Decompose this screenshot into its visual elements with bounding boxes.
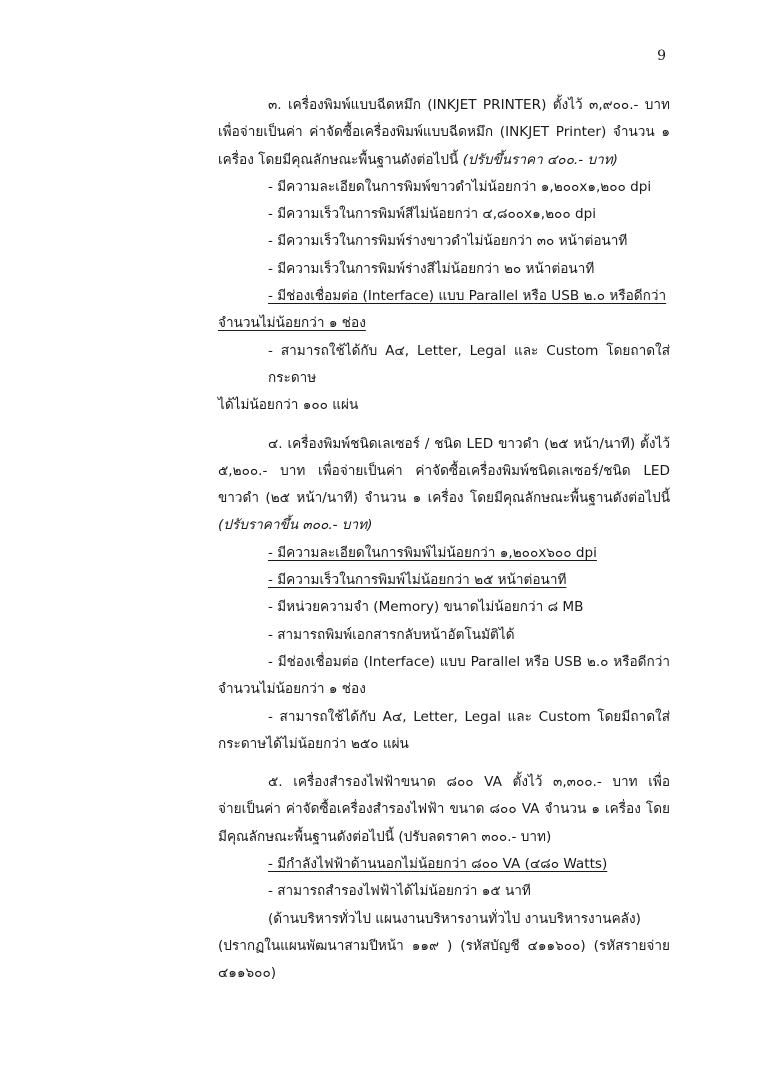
spec-item: - มีหน่วยความจำ (Memory) ขนาดไม่น้อยกว่า ๘ MB (268, 599, 584, 616)
item-3-heading-line: ๓. เครื่องพิมพ์แบบฉีดหมึก (INKJET PRINTER) ตั้งไว้ ๓,๙๐๐.- บาท (268, 97, 670, 113)
spec-item: - มีความเร็วในการพิมพ์ร่างขาวดำไม่น้อยกว่า ๓๐ หน้าต่อนาที (268, 233, 628, 250)
item-5-text-line: จ่ายเป็นค่า ค่าจัดซื้อเครื่องสำรองไฟฟ้า ขนาด ๘๐๐ VA จำนวน ๑ เครื่อง โดย (218, 801, 670, 818)
spec-item: - สามารถพิมพ์เอกสารกลับหน้าอัตโนมัติได้ (268, 626, 515, 643)
item-4-heading-line: ๔. เครื่องพิมพ์ชนิดเลเซอร์ / ชนิด LED ขาวดำ (๒๕ หน้า/นาที) ตั้งไว้ (268, 435, 670, 452)
spec-item-continuation (218, 310, 670, 337)
underlined-text: - มีกำลังไฟฟ้าด้านนอกไม่น้อยกว่า ๘๐๐ VA (๔๘๐ Watts) (268, 856, 608, 873)
spec-item: - มีความเร็วในการพิมพ์ร่างสีไม่น้อยกว่า ๒๐ หน้าต่อนาที (268, 260, 595, 277)
spec-item-underlined: - มีช่องเชื่อมต่อ (Interface) แบบ Parallel หรือ USB ๒.๐ หรือดีกว่า (268, 288, 667, 305)
spec-item: - สามารถสำรองไฟฟ้าได้ไม่น้อยกว่า ๑๕ นาที (268, 883, 531, 900)
spec-item-continuation: จำนวนไม่น้อยกว่า ๑ ช่อง (218, 681, 366, 698)
item-5-heading-line: ๕. เครื่องสำรองไฟฟ้าขนาด ๘๐๐ VA ตั้งไว้ ๓,๓๐๐.- บาท เพื่อ (268, 774, 670, 791)
spec-item-underlined (218, 851, 670, 878)
spec-item: - มีช่องเชื่อมต่อ (Interface) แบบ Parallel หรือ USB ๒.๐ หรือดีกว่า (268, 653, 670, 670)
budget-reference-continuation: ๔๑๑๖๐๐) (218, 965, 277, 982)
budget-reference-line: (ปรากฏในแผนพัฒนาสามปีหน้า ๑๑๙ ) (รหัสบัญชี ๔๑๑๖๐๐) (รหัสรายจ่าย (218, 937, 670, 954)
item-3-inkjet-printer (218, 92, 670, 420)
document-body (218, 92, 670, 988)
price-adjustment-note: (ปรับขึ้นราคา ๔๐๐.- บาท) (462, 151, 618, 168)
spec-item-underlined (218, 567, 670, 594)
spec-item-underlined (218, 540, 670, 567)
spec-item: - มีความเร็วในการพิมพ์สีไม่น้อยกว่า ๔,๘๐๐x๑,๒๐๐ dpi (268, 206, 596, 223)
spec-item-continuation: ได้ไม่น้อยกว่า ๑๐๐ แผ่น (218, 397, 359, 414)
underlined-text: - มีความละเอียดในการพิมพ์ไม่น้อยกว่า ๑,๒๐๐x๖๐๐ dpi (268, 544, 597, 561)
item-4-laser-printer (218, 431, 670, 759)
item-4-text-line: ๕,๒๐๐.- บาท เพื่อจ่ายเป็นค่า ค่าจัดซื้อเครื่องพิมพ์ชนิดเลเซอร์/ชนิด LED (218, 462, 670, 479)
underlined-text: - มีความเร็วในการพิมพ์ไม่น้อยกว่า ๒๕ หน้าต่อนาที (268, 572, 567, 589)
price-adjustment-note: (ปรับราคาขึ้น ๓๐๐.- บาท) (218, 517, 373, 534)
item-3-spec-intro: เครื่อง โดยมีคุณลักษณะพื้นฐานดังต่อไปนี้ (218, 151, 459, 168)
spec-item-continuation: กระดาษได้ไม่น้อยกว่า ๒๕๐ แผ่น (218, 735, 409, 752)
spec-item: - มีความละเอียดในการพิมพ์ขาวดำไม่น้อยกว่า ๑,๒๐๐x๑,๒๐๐ dpi (268, 178, 652, 195)
item-3-text-line: เพื่อจ่ายเป็นค่า ค่าจัดซื้อเครื่องพิมพ์แบบฉีดหมึก (INKJET Printer) จำนวน ๑ (218, 124, 670, 141)
underlined-text: จำนวนไม่น้อยกว่า ๑ ช่อง (218, 315, 366, 332)
page-number: 9 (657, 48, 666, 64)
item-4-text-line: ขาวดำ (๒๕ หน้า/นาที) จำนวน ๑ เครื่อง โดยมีคุณลักษณะพื้นฐานดังต่อไปนี้ (218, 490, 670, 507)
budget-category-line: (ด้านบริหารทั่วไป แผนงานบริหารงานทั่วไป งานบริหารงานคลัง) (268, 910, 641, 927)
item-5-ups (218, 769, 670, 987)
spec-item: - สามารถใช้ได้กับ A๔, Letter, Legal และ Custom โดยถาดใส่กระดาษ (268, 342, 670, 386)
item-3-text-line (218, 147, 670, 174)
spec-item: - สามารถใช้ได้กับ A๔, Letter, Legal และ Custom โดยมีถาดใส่ (268, 708, 670, 725)
item-5-text-line: มีคุณลักษณะพื้นฐานดังต่อไปนี้ (ปรับลดราคา ๓๐๐.- บาท) (218, 828, 552, 845)
